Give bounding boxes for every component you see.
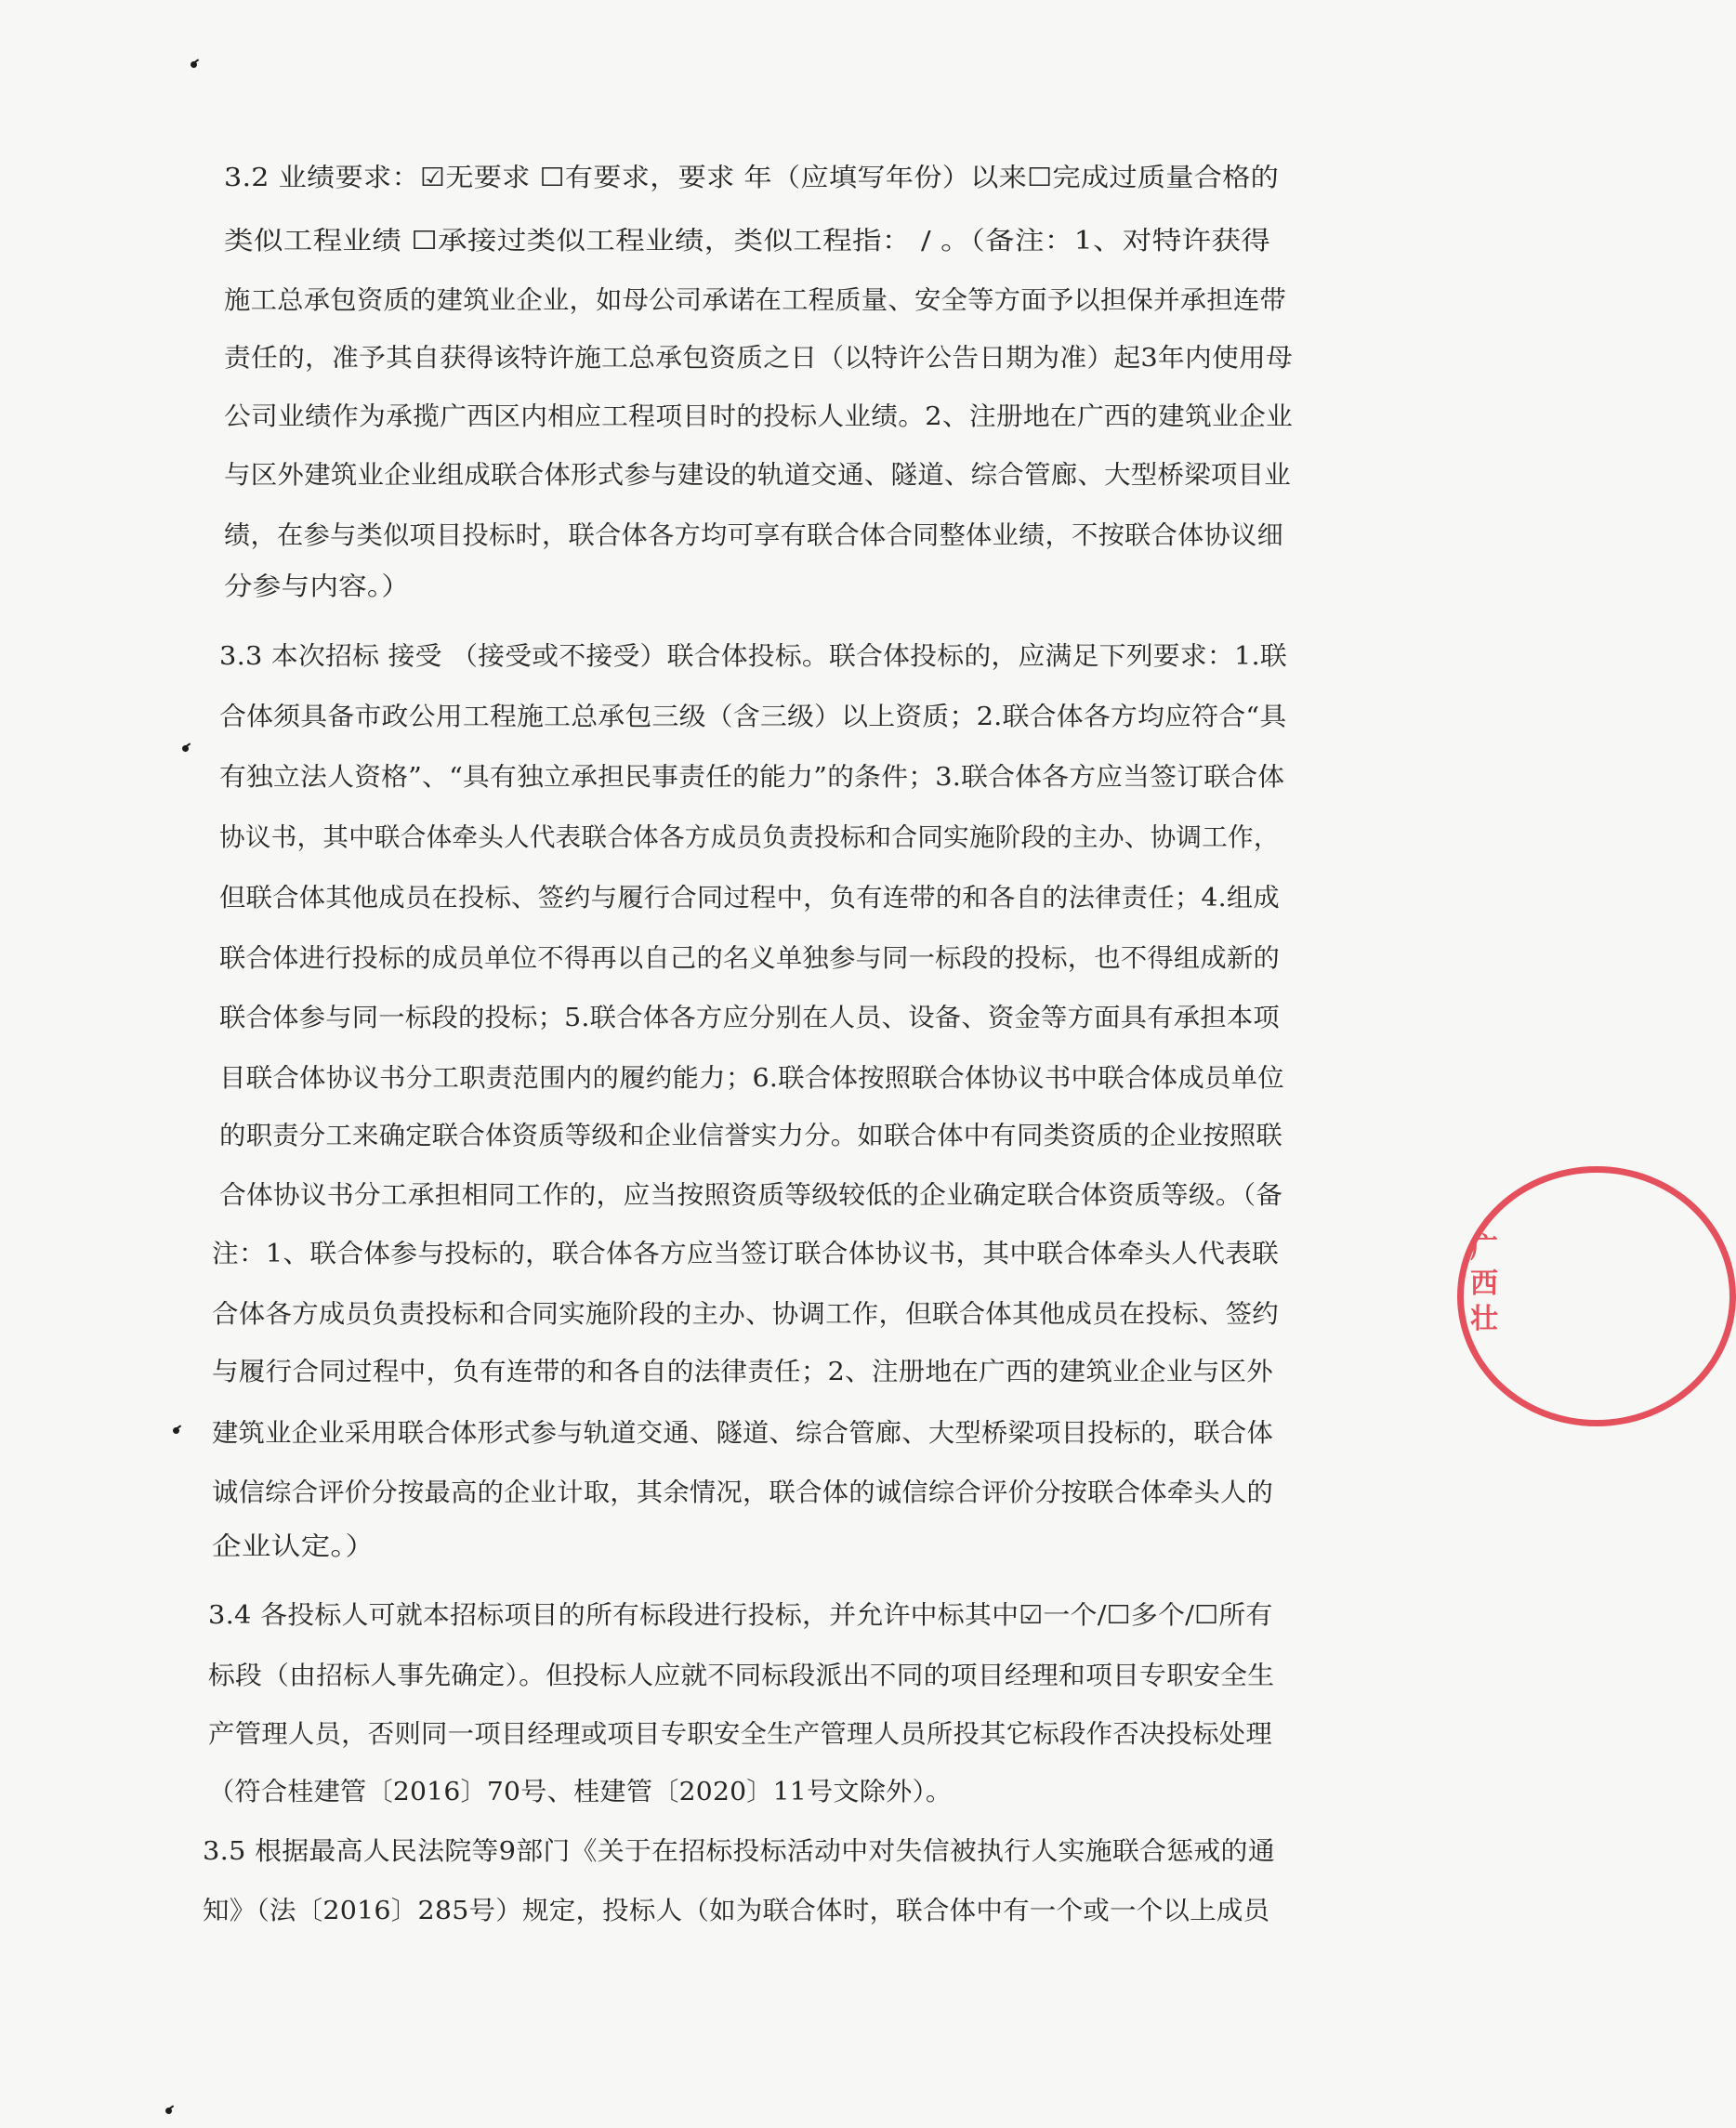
text-line: 施工总承包资质的建筑业企业，如母公司承诺在工程质量、安全等方面予以担保并承担连带: [224, 285, 1286, 315]
text-line: 标段（由招标人事先确定）。但投标人应就不同标段派出不同的项目经理和项目专职安全生: [208, 1661, 1275, 1690]
text-line: 建筑业企业采用联合体形式参与轨道交通、隧道、综合管廊、大型桥梁项目投标的，联合体: [212, 1418, 1273, 1448]
text-line: 合体各方成员负责投标和合同实施阶段的主办、协调工作，但联合体其他成员在投标、签约: [212, 1299, 1279, 1329]
text-line: 与履行合同过程中，负有连带的和各自的法律责任；2、注册地在广西的建筑业企业与区外: [212, 1357, 1274, 1386]
text-line: 的职责分工来确定联合体资质等级和企业信誉实力分。如联合体中有同类资质的企业按照联: [219, 1121, 1282, 1150]
text-line: 知》（法〔2016〕285号）规定，投标人（如为联合体时，联合体中有一个或一个以上成员: [203, 1896, 1270, 1925]
text-line: 3.5 根据最高人民法院等9部门《关于在招标投标活动中对失信被执行人实施联合惩戒的通: [203, 1836, 1275, 1866]
scan-speck: [190, 60, 199, 70]
text-line: 公司业绩作为承揽广西区内相应工程项目时的投标人业绩。2、注册地在广西的建筑业企业: [224, 401, 1293, 431]
text-line: 责任的，准予其自获得该特许施工总承包资质之日（以特许公告日期为准）起3年内使用母: [224, 343, 1293, 373]
text-line: 3.4 各投标人可就本招标项目的所有标段进行投标，并允许中标其中☑一个/☐多个/☐所有: [208, 1600, 1273, 1630]
text-line: （符合桂建管〔2016〕70号、桂建管〔2020〕11号文除外）。: [208, 1777, 953, 1806]
text-line: 有独立法人资格”、“具有独立承担民事责任的能力”的条件；3.联合体各方应当签订联合体: [219, 762, 1285, 792]
text-line: 合体协议书分工承担相同工作的，应当按照资质等级较低的企业确定联合体资质等级。（备: [219, 1180, 1283, 1210]
text-line: 企业认定。）: [212, 1531, 375, 1561]
text-line: 联合体参与同一标段的投标；5.联合体各方应分别在人员、设备、资金等方面具有承担本项: [219, 1003, 1280, 1032]
text-line: 目联合体协议书分工职责范围内的履约能力；6.联合体按照联合体协议书中联合体成员单位: [219, 1063, 1284, 1093]
text-line: 联合体进行投标的成员单位不得再以自己的名义单独参与同一标段的投标，也不得组成新的: [219, 943, 1280, 973]
text-line: 但联合体其他成员在投标、签约与履行合同过程中，负有连带的和各自的法律责任；4.组成: [219, 883, 1280, 913]
seal-text: 广西壮: [1470, 1232, 1498, 1335]
scan-speck: [181, 744, 191, 754]
text-line: 3.2 业绩要求：☑无要求 ☐有要求，要求 年（应填写年份）以来☐完成过质量合格的: [224, 163, 1280, 192]
text-line: 绩，在参与类似项目投标时，联合体各方均可享有联合体合同整体业绩，不按联合体协议细: [224, 520, 1283, 550]
text-line: 分参与内容。）: [224, 571, 411, 601]
text-line: 合体须具备市政公用工程施工总承包三级（含三级）以上资质；2.联合体各方均应符合“具: [219, 702, 1287, 731]
text-line: 协议书，其中联合体牵头人代表联合体各方成员负责投标和合同实施阶段的主办、协调工作，: [219, 822, 1280, 852]
red-seal-stamp: [1457, 1166, 1498, 1426]
scan-speck: [164, 2107, 174, 2116]
scan-speck: [172, 1426, 181, 1436]
text-line: 诚信综合评价分按最高的企业计取，其余情况，联合体的诚信综合评价分按联合体牵头人的: [212, 1478, 1273, 1507]
text-line: 与区外建筑业企业组成联合体形式参与建设的轨道交通、隧道、综合管廊、大型桥梁项目业: [224, 460, 1291, 490]
text-line: 注：1、联合体参与投标的，联合体各方应当签订联合体协议书，其中联合体牵头人代表联: [212, 1239, 1279, 1268]
text-line: 产管理人员，否则同一项目经理或项目专职安全生产管理人员所投其它标段作否决投标处理: [208, 1719, 1272, 1749]
text-line: 类似工程业绩 ☐承接过类似工程业绩，类似工程指： / 。（备注：1、对特许获得: [224, 226, 1271, 256]
text-line: 3.3 本次招标 接受 （接受或不接受）联合体投标。联合体投标的，应满足下列要求：1.联: [219, 641, 1287, 671]
